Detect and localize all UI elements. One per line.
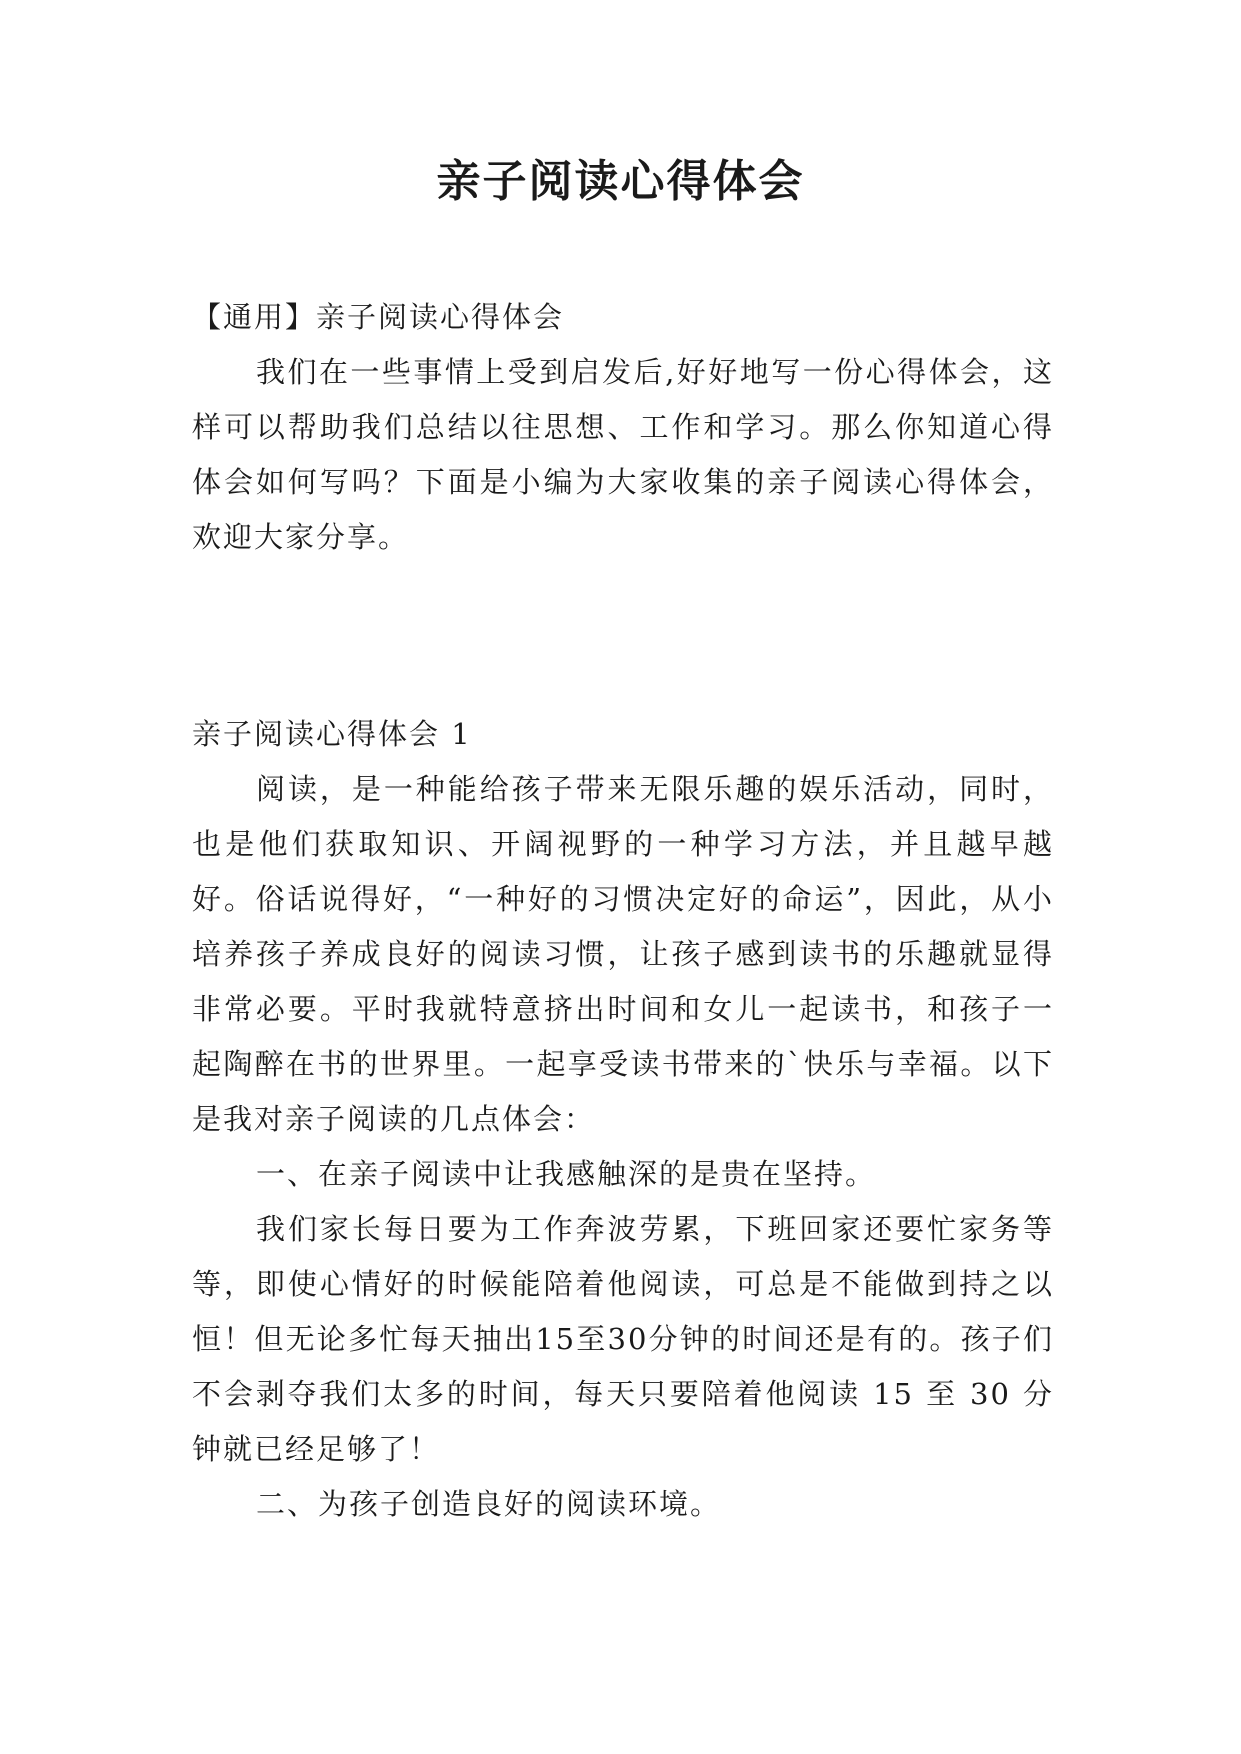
- section-1-point-1-heading: 一、在亲子阅读中让我感触深的是贵在坚持。: [256, 1157, 877, 1191]
- section-1-heading: 亲子阅读心得体会 1: [192, 717, 472, 751]
- section-1: [192, 707, 1054, 1532]
- intro-subtitle: 【通用】亲子阅读心得体会: [192, 300, 565, 334]
- section-1-paragraph-2: 我们家长每日要为工作奔波劳累，下班回家还要忙家务等等，即使心情好的时候能陪着他阅读，可总是不能做到持之以恒！但无论多忙每天抽出15至30分钟的时间还是有的。孩子们不会剥夺我们太多的时间，每天只要陪着他阅读 15 至 30 分钟就已经足够了！: [192, 1212, 1054, 1466]
- intro-section: [192, 290, 1054, 565]
- intro-paragraph: 我们在一些事情上受到启发后,好好地写一份心得体会，这样可以帮助我们总结以往思想、工作和学习。那么你知道心得体会如何写吗？下面是小编为大家收集的亲子阅读心得体会，欢迎大家分享。: [192, 355, 1054, 554]
- section-1-paragraph-1: 阅读，是一种能给孩子带来无限乐趣的娱乐活动，同时，也是他们获取知识、开阔视野的一种学习方法，并且越早越好。俗话说得好，“一种好的习惯决定好的命运”，因此，从小培养孩子养成良好的阅读习惯，让孩子感到读书的乐趣就显得非常必要。平时我就特意挤出时间和女儿一起读书，和孩子一起陶醉在书的世界里。一起享受读书带来的`快乐与幸福。以下是我对亲子阅读的几点体会：: [192, 772, 1054, 1136]
- document-title: 亲子阅读心得体会: [436, 156, 805, 207]
- section-1-point-2-heading: 二、为孩子创造良好的阅读环境。: [256, 1487, 722, 1521]
